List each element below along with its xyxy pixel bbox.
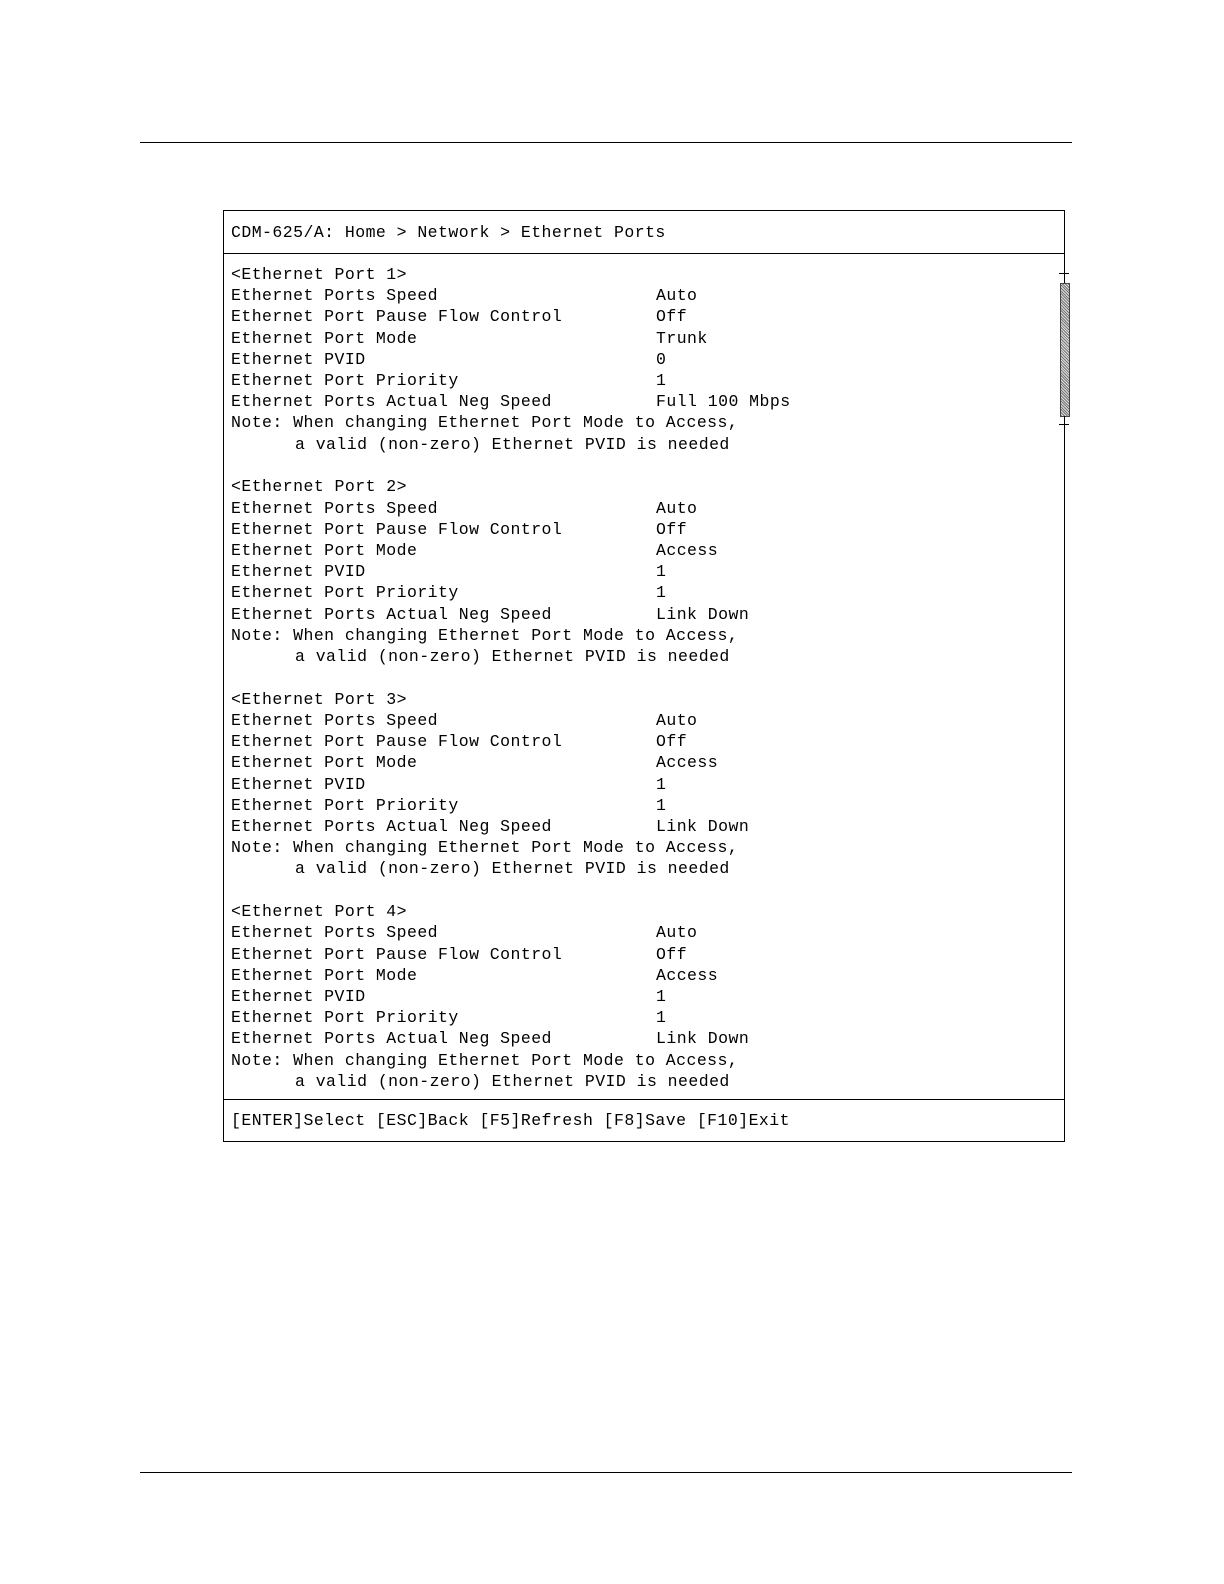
scrollbar-thumb[interactable] [1060, 283, 1070, 417]
scrollbar-bottom-stem [1064, 416, 1065, 424]
setting-label[interactable]: Ethernet Port Priority [231, 1008, 459, 1028]
scrollbar-bottom-cap [1059, 424, 1069, 425]
setting-value[interactable]: Link Down [656, 817, 750, 836]
setting-label[interactable]: Ethernet PVID [231, 987, 366, 1006]
port-title: <Ethernet Port 4> [231, 902, 407, 922]
setting-value[interactable]: 1 [656, 795, 667, 815]
breadcrumb: CDM-625/A: Home > Network > Ethernet Ports [231, 223, 666, 242]
setting-value[interactable]: Off [656, 732, 688, 752]
setting-value[interactable]: 0 [656, 349, 667, 369]
page-bottom-rule [140, 1472, 1072, 1473]
terminal-header [224, 211, 1064, 254]
setting-value[interactable]: 1 [656, 987, 667, 1006]
port-title: <Ethernet Port 2> [231, 477, 407, 497]
setting-label[interactable]: Ethernet Ports Speed [231, 498, 439, 518]
scrollbar[interactable] [1058, 273, 1072, 425]
port-note-line: Note: When changing Ethernet Port Mode to Access, [231, 838, 739, 858]
setting-label[interactable]: Ethernet Port Priority [231, 371, 459, 390]
port-note-line: a valid (non-zero) Ethernet PVID is needed [295, 1071, 730, 1091]
scrollbar-top-stem [1064, 273, 1065, 283]
setting-label[interactable]: Ethernet PVID [231, 774, 366, 794]
setting-label[interactable]: Ethernet Port Priority [231, 795, 459, 815]
setting-label[interactable]: Ethernet Port Pause Flow Control [231, 944, 563, 964]
setting-value[interactable]: Auto [656, 711, 698, 730]
setting-label[interactable]: Ethernet Port Priority [231, 583, 459, 603]
setting-value[interactable]: Full 100 Mbps [656, 392, 791, 412]
port-note-line: a valid (non-zero) Ethernet PVID is needed [295, 434, 730, 454]
setting-value[interactable]: 1 [656, 1008, 667, 1028]
setting-label[interactable]: Ethernet Port Mode [231, 753, 418, 773]
port-note-line: Note: When changing Ethernet Port Mode to Access, [231, 625, 739, 645]
port-title: <Ethernet Port 1> [231, 265, 407, 284]
setting-value[interactable]: Off [656, 519, 688, 539]
setting-label[interactable]: Ethernet Port Pause Flow Control [231, 519, 563, 539]
setting-value[interactable]: Link Down [656, 604, 750, 624]
setting-label[interactable]: Ethernet PVID [231, 562, 366, 582]
setting-value[interactable]: Trunk [656, 328, 708, 348]
page-top-rule [140, 142, 1072, 143]
function-key-bar[interactable]: [ENTER]Select [ESC]Back [F5]Refresh [F8]Save [F10]Exit [231, 1111, 790, 1130]
setting-label[interactable]: Ethernet Ports Actual Neg Speed [231, 1029, 552, 1049]
setting-label[interactable]: Ethernet Ports Actual Neg Speed [231, 392, 552, 412]
setting-value[interactable]: Access [656, 541, 719, 560]
setting-label[interactable]: Ethernet Port Mode [231, 541, 418, 560]
port-title: <Ethernet Port 3> [231, 689, 407, 709]
setting-label[interactable]: Ethernet Ports Speed [231, 286, 439, 306]
setting-label[interactable]: Ethernet Port Mode [231, 965, 418, 985]
setting-label[interactable]: Ethernet Port Mode [231, 328, 418, 348]
port-note-line: Note: When changing Ethernet Port Mode to Access, [231, 413, 739, 433]
setting-value[interactable]: Link Down [656, 1029, 750, 1049]
setting-value[interactable]: Access [656, 965, 719, 985]
setting-value[interactable]: 1 [656, 583, 667, 603]
setting-value[interactable]: Off [656, 307, 688, 327]
setting-label[interactable]: Ethernet Ports Speed [231, 923, 439, 943]
setting-value[interactable]: Auto [656, 498, 698, 518]
setting-label[interactable]: Ethernet Ports Actual Neg Speed [231, 817, 552, 836]
port-note-line: a valid (non-zero) Ethernet PVID is needed [295, 647, 730, 666]
setting-label[interactable]: Ethernet PVID [231, 349, 366, 369]
port-note-line: Note: When changing Ethernet Port Mode to Access, [231, 1050, 739, 1070]
terminal-window [223, 210, 1065, 1142]
terminal-footer [224, 1099, 1064, 1142]
setting-value[interactable]: Auto [656, 923, 698, 943]
setting-value[interactable]: Access [656, 753, 719, 773]
setting-value[interactable]: Off [656, 944, 688, 964]
setting-value[interactable]: 1 [656, 774, 667, 794]
setting-label[interactable]: Ethernet Port Pause Flow Control [231, 307, 563, 327]
setting-label[interactable]: Ethernet Port Pause Flow Control [231, 732, 563, 752]
port-note-line: a valid (non-zero) Ethernet PVID is needed [295, 859, 730, 879]
setting-label[interactable]: Ethernet Ports Speed [231, 711, 439, 730]
setting-value[interactable]: Auto [656, 286, 698, 306]
setting-label[interactable]: Ethernet Ports Actual Neg Speed [231, 604, 552, 624]
setting-value[interactable]: 1 [656, 562, 667, 582]
setting-value[interactable]: 1 [656, 371, 667, 390]
